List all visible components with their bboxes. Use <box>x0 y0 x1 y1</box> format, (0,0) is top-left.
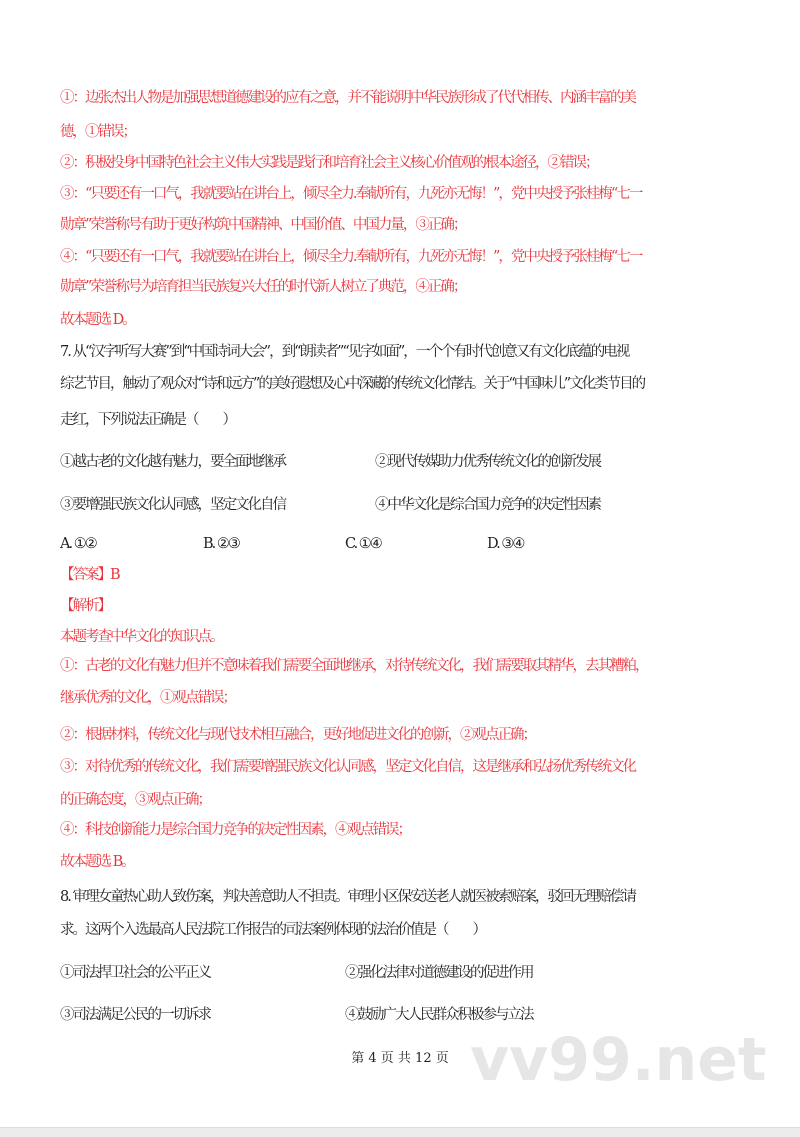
choice-c: C. ①④ <box>345 536 381 552</box>
analysis-line: ①：古老的文化有魅力但并不意味着我们需要全面地继承，对待传统文化，我们需要取其精华，去其糟粕， <box>60 658 648 674</box>
choice-d: D. ③④ <box>487 536 524 552</box>
statement-4: ④中华文化是综合国力竞争的决定性因素 <box>375 497 600 513</box>
analysis-line: 本题考查中华文化的知识点。 <box>60 629 223 645</box>
analysis-label: 【解析】 <box>60 598 110 614</box>
question-7-stem: 7. 从“汉字听写大赛”到“中国诗词大会”，到“朗读者”“见字如面”，一个个有时代创意又有文化底蕴的电视 <box>60 344 629 360</box>
answer: 【答案】B <box>60 567 119 583</box>
analysis-line: 勋章”荣誉称号为培育担当民族复兴大任的时代新人树立了典范，④正确； <box>60 279 466 295</box>
question-8-stem: 求。这两个入选最高人民法院工作报告的司法案例体现的法治价值是（ ） <box>60 922 485 938</box>
statement-4: ④鼓励广大人民群众积极参与立法 <box>345 1007 533 1023</box>
analysis-line: ②：积极投身中国特色社会主义伟大实践是践行和培育社会主义核心价值观的根本途径，②错误； <box>60 155 598 171</box>
analysis-line: 勋章”荣誉称号有助于更好构筑中国精神、中国价值、中国力量，③正确； <box>60 217 466 233</box>
statement-2: ②强化法律对道德建设的促进作用 <box>345 965 533 981</box>
analysis-line: ③：对待优秀的传统文化，我们需要增强民族文化认同感，坚定文化自信，这是继承和弘扬优秀传统文化 <box>60 759 635 775</box>
choice-b: B. ②③ <box>203 536 239 552</box>
question-7-stem: 综艺节目，触动了观众对“诗和远方”的美好遐想及心中深藏的传统文化情结。关于“中国味儿”文化类节目的 <box>60 376 645 392</box>
question-7-stem: 走红，下列说法正确是（ ） <box>60 412 235 428</box>
statement-3: ③要增强民族文化认同感，坚定文化自信 <box>60 497 285 513</box>
analysis-conclusion: 故本题选 D。 <box>60 312 135 328</box>
question-8-stem: 8. 审理女童热心助人致伤案，判决善意助人不担责。审理小区保安送老人就医被索赔案，驳回无理赔偿请 <box>60 889 635 905</box>
analysis-line: ④：科技创新能力是综合国力竞争的决定性因素，④观点错误； <box>60 822 410 838</box>
analysis-line: ③：“只要还有一口气，我就要站在讲台上，倾尽全力.奉献所有，九死亦无悔！”，党中央授予张桂梅“七一 <box>60 186 642 202</box>
analysis-line: ①：边张杰出人物是加强思想道德建设的应有之意，并不能说明中华民族形成了代代相传、内涵丰富的美 <box>60 90 635 106</box>
statement-1: ①越古老的文化越有魅力，要全面地继承 <box>60 454 285 470</box>
statement-3: ③司法满足公民的一切诉求 <box>60 1007 210 1023</box>
analysis-line: 继承优秀的文化，①观点错误； <box>60 690 235 706</box>
analysis-line: 的正确态度，③观点正确； <box>60 792 210 808</box>
page-bottom-edge <box>0 1127 800 1137</box>
analysis-line: ②：根据材料，传统文化与现代技术相互融合，更好地促进文化的创新，②观点正确； <box>60 727 535 743</box>
analysis-conclusion: 故本题选 B。 <box>60 854 134 870</box>
analysis-line: ④：“只要还有一口气，我就要站在讲台上，倾尽全力.奉献所有，九死亦无悔！”，党中央授予张桂梅“七一 <box>60 249 642 265</box>
statement-1: ①司法捍卫社会的公平正义 <box>60 965 210 981</box>
choice-a: A. ①② <box>60 536 96 552</box>
analysis-line: 德，①错误； <box>60 124 135 140</box>
page-number: 第 4 页 共 12 页 <box>351 1051 449 1066</box>
statement-2: ②现代传媒助力优秀传统文化的创新发展 <box>375 454 600 470</box>
watermark: vv99.net <box>470 1025 767 1095</box>
